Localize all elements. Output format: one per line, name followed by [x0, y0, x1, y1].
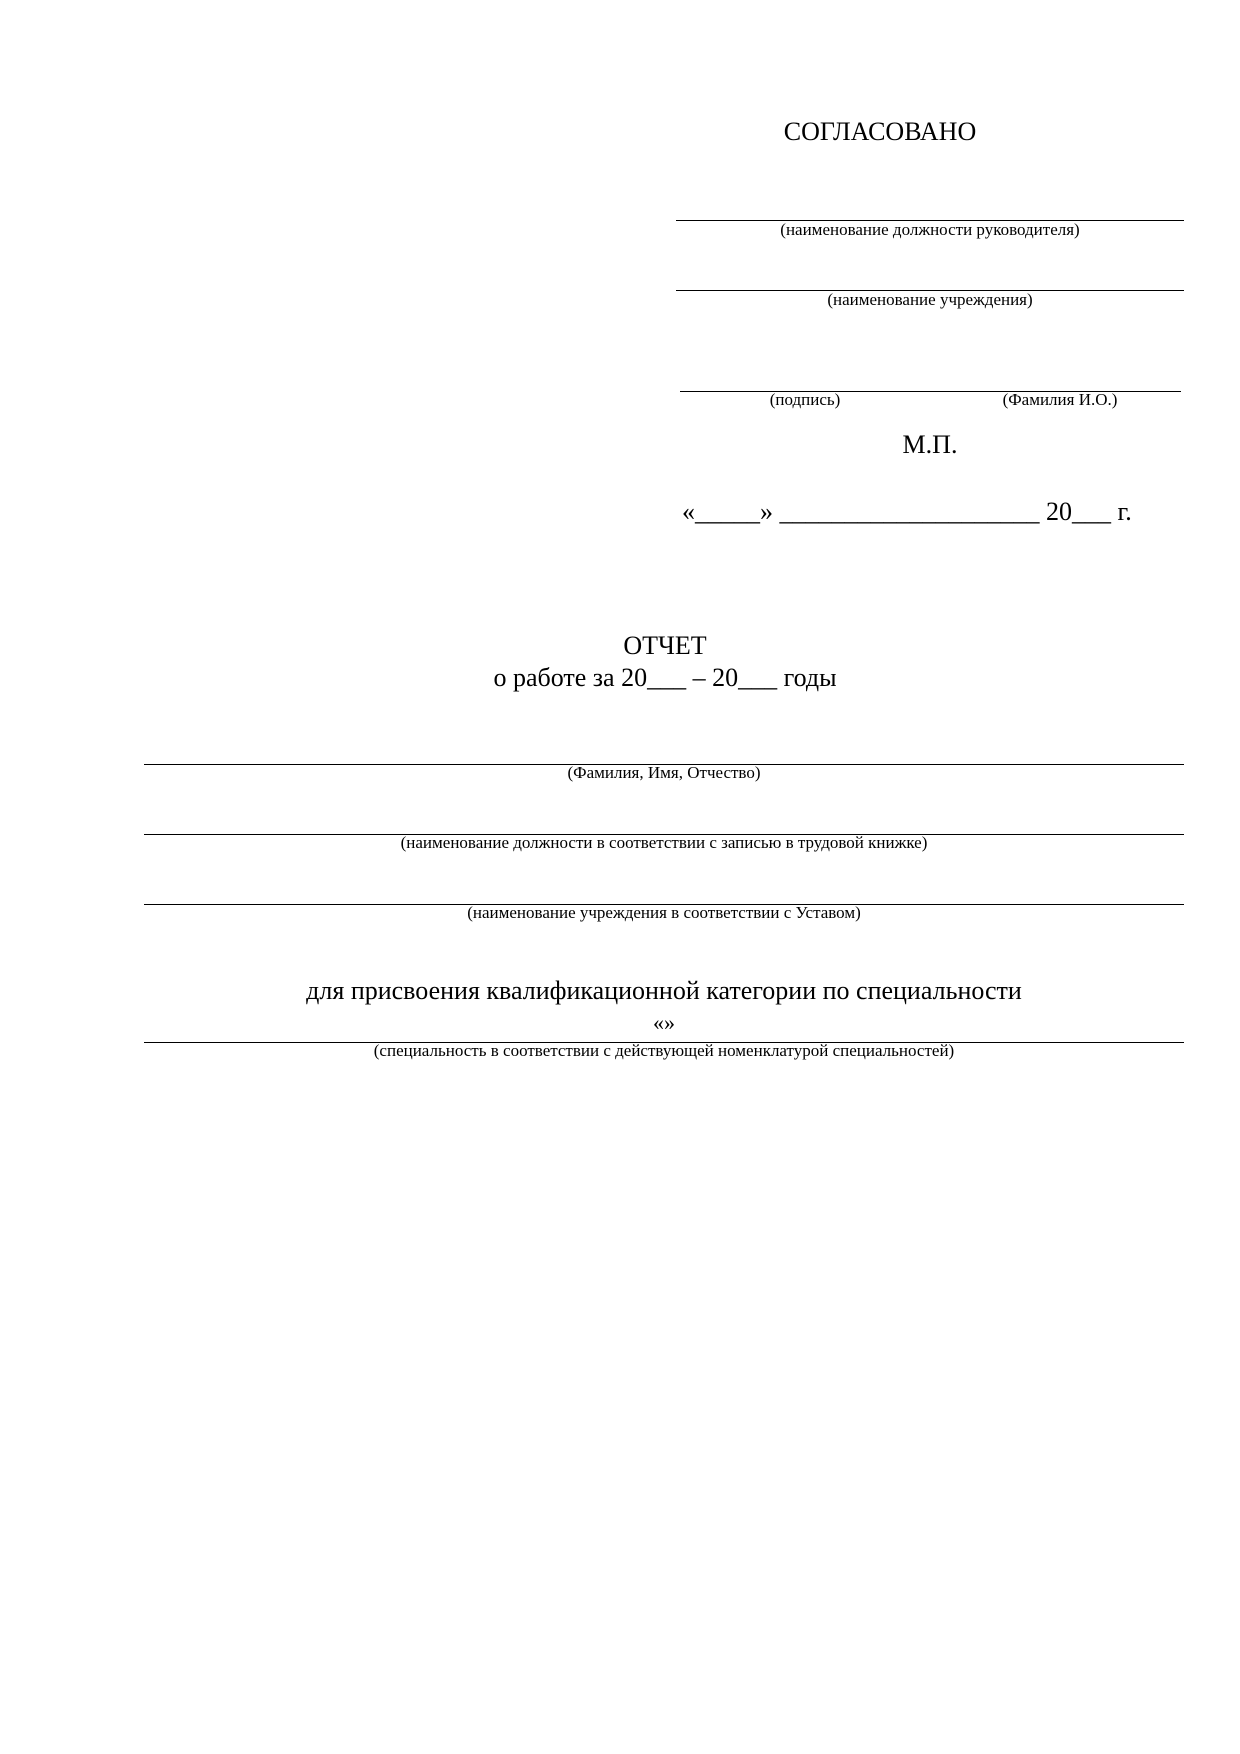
report-institution-caption: (наименование учреждения в соответствии с Уставом) [467, 903, 861, 922]
approval-institution-caption: (наименование учреждения) [827, 290, 1033, 309]
specialty-quotes: «» [653, 1010, 675, 1035]
report-title: ОТЧЕТ [623, 631, 707, 660]
report-subtitle: о работе за 20___ – 20___ годы [493, 663, 837, 692]
approval-position-caption: (наименование должности руководителя) [780, 220, 1080, 239]
report-specialty-caption: (специальность в соответствии с действующей номенклатурой специальностей) [373, 1041, 955, 1060]
report-fio-caption: (Фамилия, Имя, Отчество) [567, 763, 761, 782]
approval-date-line: «_____» ____________________ 20___ г. [682, 497, 1132, 526]
approval-name-caption: (Фамилия И.О.) [1002, 390, 1118, 409]
stamp-label: М.П. [902, 430, 958, 459]
approval-title: СОГЛАСОВАНО [783, 117, 977, 146]
report-position-caption: (наименование должности в соответствии с записью в трудовой книжке) [400, 833, 928, 852]
report-purpose: для присвоения квалификационной категории по специальности [306, 976, 1022, 1005]
approval-signature-caption: (подпись) [769, 390, 841, 409]
